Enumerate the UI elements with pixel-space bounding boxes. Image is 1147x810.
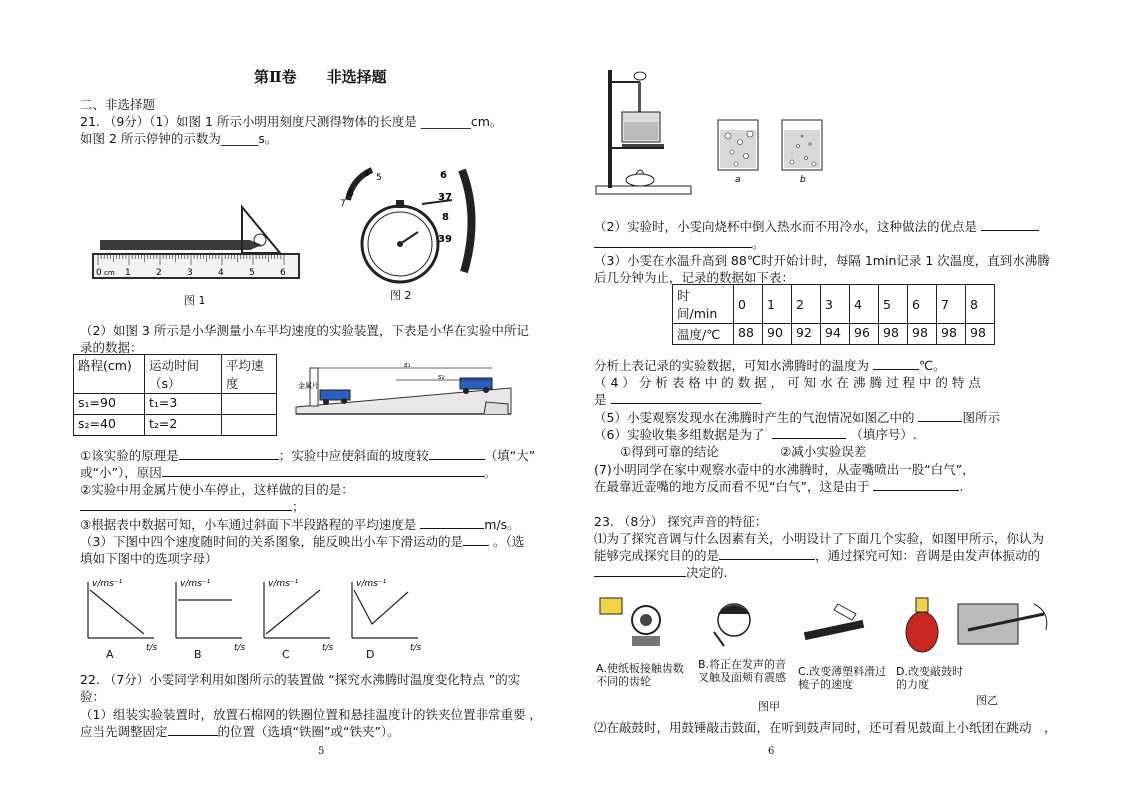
q-boil-temp-text: 分析上表记录的实验数据，可知水沸腾时的温度为 — [594, 358, 870, 373]
cart-wheel — [463, 388, 469, 394]
q21-2-line1: （2）如图 3 所示是小华测量小车平均速度的实验装置，下表是小华在实验中所记 — [80, 323, 529, 338]
q22-3-line2: 后几分钟为止，记录的数据如下表： — [594, 270, 795, 285]
q-avg-unit: m/s。 — [484, 517, 520, 532]
q-metal: ②实验中用金属片使小车停止，这样做的目的是： — [80, 482, 354, 497]
avg-speed-blank[interactable] — [420, 516, 484, 529]
q22-4-text: 是 — [594, 392, 607, 407]
q-metal-answer-line — [80, 498, 305, 515]
fig-yi-caption: 图乙 — [976, 694, 998, 707]
s2-label: s₂ — [438, 373, 445, 381]
q-reason-text: 或“小”），原因 — [80, 465, 162, 480]
q22-7-line2 — [594, 478, 963, 495]
q22-5-line — [594, 409, 1000, 426]
bubble — [809, 143, 811, 145]
q23-1-line3 — [594, 564, 727, 581]
boil-feature-blank[interactable] — [611, 391, 761, 404]
comb-icon — [804, 620, 864, 640]
q23-1-end: 决定的. — [686, 565, 728, 580]
table-cell: 8 — [966, 285, 995, 324]
table-cell: s₁=90 — [74, 394, 145, 415]
table-header-row — [74, 355, 277, 394]
table-cell: 98 — [879, 324, 908, 345]
bubble-beakers — [714, 116, 834, 186]
gear-hub — [640, 614, 652, 626]
table-cell: 0 — [734, 285, 763, 324]
experiment-blank[interactable] — [719, 547, 815, 560]
q22-line4-hint: 的位置（选填“铁圈”或“铁夹”）。 — [217, 724, 400, 739]
table-cell: 7 — [937, 285, 966, 324]
table-cell — [222, 415, 277, 436]
table-cell: 3 — [821, 285, 850, 324]
table-header: 平均速度 — [222, 355, 277, 394]
table-cell: 90 — [763, 324, 792, 345]
experiment-c — [804, 604, 864, 640]
table-edge-icon — [958, 604, 1018, 644]
boil-temp-blank[interactable] — [873, 357, 919, 370]
table-cell: 2 — [792, 285, 821, 324]
table-cell: 5 — [879, 285, 908, 324]
q22-3-line1: （3）小雯在水温升高到 88℃时开始计时，每隔 1min记录 1 次温度，直到水沸腾 — [594, 253, 1050, 268]
graph-option-label: A — [106, 648, 114, 661]
table-cell: 96 — [850, 324, 879, 345]
q-slope-text: ；实验中应使斜面的坡度较 — [278, 448, 429, 463]
q-avg-text: ③根据表中数据可知，小车通过斜面下半段路程的平均速度是 — [80, 517, 417, 532]
beaker-water — [624, 122, 658, 140]
bubble — [725, 133, 731, 139]
q22-5-text: （5）小雯观察发现水在沸腾时产生的气泡情况如图乙中的 — [594, 410, 915, 425]
q23-1-line1: ⑴为了探究音调与什么因素有关，小明设计了下面几个实验，如图甲所示，你认为 — [594, 531, 1045, 546]
q22-line2: 验： — [80, 689, 106, 704]
reason-blank[interactable] — [162, 464, 484, 477]
q22-4-line1: （ 4 ） 分 析 表 格 中 的 数 据 ， 可 知 水 在 沸 腾 过 程 中 的 特 点 — [594, 375, 981, 390]
toy-figure-icon — [916, 598, 928, 612]
q22-7-line1: (7)小明同学在家中观察水壶中的水沸腾时，从壶嘴喷出一股“白气”， — [594, 462, 975, 477]
second-scale-mark: 37 — [438, 192, 452, 203]
q22-line1: 22. （7分）小雯同学利用如图所示的装置做 “探究水沸腾时温度变化特点 ”的实 — [80, 672, 521, 687]
beaker-label: b — [800, 175, 806, 185]
beaker-label: a — [735, 175, 741, 185]
q23-1-line2 — [594, 547, 1040, 564]
pencil-body — [100, 240, 250, 250]
table-cell: 4 — [850, 285, 879, 324]
bubble-figure-blank[interactable] — [918, 409, 962, 422]
graph-option-label: C — [282, 648, 290, 661]
q22-4-line2 — [594, 391, 761, 408]
vt-graph-group — [88, 579, 422, 653]
figure2-stopwatch — [330, 162, 480, 287]
table-cell: s₂=40 — [74, 415, 145, 436]
q21-line1: 21. （9分）（1）如图 1 所示小明用刻度尺测得物体的长度是 ________cm。 — [80, 114, 503, 129]
fig2-caption: 图 2 — [390, 289, 412, 302]
q-graph-line — [80, 533, 524, 550]
q-graph-line2: 填如下图中的选项字母） — [80, 551, 218, 566]
q-reason-line — [80, 464, 496, 481]
cart-wheel — [483, 387, 489, 393]
purpose-blank[interactable] — [772, 426, 846, 439]
white-gas-blank[interactable] — [873, 478, 959, 491]
stopwatch-crown — [396, 200, 404, 208]
boiling-apparatus — [594, 68, 694, 196]
graph-x-label: t/s — [146, 643, 158, 653]
q-metal-end: ； — [292, 499, 305, 514]
gear-stand — [632, 636, 660, 646]
slope-blank[interactable] — [429, 447, 485, 460]
q22-6-hint: （填序号）. — [850, 427, 917, 442]
graph-x-label: t/s — [234, 643, 246, 653]
bubble — [744, 154, 749, 159]
q-avg-line — [80, 516, 520, 533]
bubble — [801, 135, 803, 137]
q-graph-text2: 。（选 — [492, 534, 525, 549]
experiment-b — [714, 604, 750, 646]
ruler-mark: 1 — [125, 268, 131, 278]
graph-y-label: v/ms⁻¹ — [180, 579, 211, 589]
alcohol-lamp — [626, 174, 654, 186]
stand-rod — [608, 70, 612, 188]
q22-6-option2: ②减小实验误差 — [780, 444, 867, 459]
q21-line2: 如图 2 所示停钟的示数为______s。 — [80, 131, 278, 146]
q23-1-text: 能够完成探究目的的是 — [594, 548, 720, 563]
stopwatch-outer-mark: 6 — [348, 189, 354, 199]
hot-water-blank2[interactable] — [594, 235, 752, 248]
principle-blank[interactable] — [179, 447, 279, 460]
graph-y-label: v/ms⁻¹ — [356, 579, 387, 589]
metal-plate-label: 金属片 — [298, 382, 319, 390]
temperature-table — [672, 284, 995, 345]
bubble — [734, 162, 738, 166]
stopwatch-outer-mark: 4 — [364, 169, 370, 179]
graph-option-label: B — [194, 648, 202, 661]
q22-5-end: 图所示 — [962, 410, 1000, 425]
tuning-fork-icon — [714, 632, 724, 646]
graph-line — [266, 590, 320, 634]
ruler-mark: 3 — [187, 268, 193, 278]
stopwatch-outer-mark: 7 — [340, 199, 346, 209]
graph-y-label: v/ms⁻¹ — [268, 579, 299, 589]
support-block — [484, 402, 508, 414]
second-scale-mark: 39 — [438, 234, 452, 245]
ruler-mark: 6 — [280, 268, 286, 278]
q23-1-text2: ，通过探究可知：音调是由发声体振动的 — [815, 548, 1041, 563]
drum-icon — [906, 612, 938, 652]
bubble — [812, 162, 816, 166]
table-cell: 88 — [734, 324, 763, 345]
fixture-blank[interactable] — [168, 723, 218, 736]
section-heading: 二、非选择题 — [80, 97, 156, 112]
table-cell: t₁=3 — [145, 394, 222, 415]
q-slope-hint: （填“大” — [484, 448, 536, 463]
ruler-mark: 0 — [96, 268, 102, 278]
stopwatch-pivot — [397, 241, 403, 247]
table-row — [673, 285, 995, 324]
ruler-mark: 5 — [249, 268, 255, 278]
experiment-d — [906, 598, 938, 652]
graph-line — [354, 590, 408, 624]
table-cell: 98 — [937, 324, 966, 345]
table-cell: 98 — [908, 324, 937, 345]
card-icon — [600, 598, 622, 614]
figure3-incline — [296, 362, 516, 420]
ruler-mark: 2 — [156, 268, 162, 278]
cart-left — [320, 390, 350, 405]
q22-6-option1: ①得到可靠的结论 — [620, 444, 719, 459]
sound-caption-c: C.改变薄塑料滑过梳子的速度 — [798, 665, 887, 691]
experiment-yi — [958, 604, 1047, 644]
section-title: 第Ⅱ卷 非选择题 — [254, 68, 387, 86]
q22-line4 — [80, 723, 400, 740]
clamp-head — [634, 72, 646, 80]
asbestos-net — [622, 144, 664, 147]
q22-line4-text: 应当先调整固定 — [80, 724, 168, 739]
experiment-a — [600, 598, 660, 646]
hair-icon — [718, 605, 750, 614]
table-cell: 1 — [763, 285, 792, 324]
table-row — [74, 394, 277, 415]
q23-title: 23. （8分） 探究声音的特征： — [594, 514, 768, 529]
bubble — [805, 157, 808, 160]
q22-2-line1 — [594, 218, 1039, 235]
bubble — [747, 131, 753, 137]
second-scale-mark: 8 — [442, 212, 449, 223]
table-cell: 6 — [908, 285, 937, 324]
q22-2-line2 — [594, 235, 765, 252]
table-header: 温度/℃ — [673, 324, 734, 345]
table-row — [673, 324, 995, 345]
hand-icon — [834, 604, 856, 620]
table-cell: 98 — [966, 324, 995, 345]
graph-option-label: D — [366, 648, 375, 661]
q-principle-text: ①该实验的原理是 — [80, 448, 179, 463]
cart-wheel — [341, 398, 347, 404]
ruler-unit: cm — [104, 269, 115, 277]
q-graph-text: （3）下图中四个速度随时间的关系图象，能反映出小车下滑运动的是 — [80, 534, 463, 549]
figure1-ruler — [90, 205, 305, 285]
speed-table — [73, 354, 277, 436]
table-header: 时间/min — [673, 285, 734, 324]
fig1-caption: 图 1 — [184, 294, 206, 307]
q22-line3: （1）组装实验装置时，放置石棉网的铁圈位置和悬挂温度计的铁夹位置非常重要 ， — [80, 707, 542, 722]
sound-caption-b: B.将正在发声的音叉触及面颊有震感 — [698, 658, 787, 684]
q22-6-text: （6）实验收集多组数据是为了 — [594, 427, 765, 442]
sound-caption-d: D.改变敲鼓时的力度 — [896, 665, 963, 691]
q22-6-line — [594, 426, 917, 443]
bubble — [738, 140, 743, 145]
s1-label: s₁ — [404, 361, 411, 369]
q-reason-end: 。 — [483, 465, 497, 480]
page-number-right: 6 — [768, 746, 775, 757]
vibration-blank[interactable] — [594, 564, 686, 577]
table-cell: 92 — [792, 324, 821, 345]
q22-2-text: （2）实验时，小雯向烧杯中倒入热水而不用冷水，这种做法的优点是 — [594, 219, 977, 234]
graph-line — [90, 590, 144, 634]
table-header: 运动时间（s） — [145, 355, 222, 394]
second-scale-mark: 6 — [440, 170, 447, 181]
second-scale-arc — [462, 170, 472, 272]
q23-2-line1: ⑵在敲鼓时，用鼓锤敲击鼓面，在听到鼓声同时，还可看见鼓面上小纸团在跳动 ， — [594, 720, 1057, 735]
ruler-mark: 4 — [218, 268, 224, 278]
bubble — [790, 160, 794, 164]
metal-blank[interactable] — [80, 498, 292, 511]
q22-7-end: . — [959, 479, 964, 494]
graph-x-label: t/s — [410, 643, 422, 653]
q22-2-end: 。 — [752, 236, 765, 251]
sound-caption-a: A.使纸板接触齿数不同的齿轮 — [596, 662, 684, 688]
bubble — [797, 145, 800, 148]
bubble — [730, 150, 734, 154]
graph-blank[interactable] — [463, 533, 489, 546]
q-boil-temp-unit: ℃。 — [919, 358, 946, 373]
table-header: 路程(cm) — [74, 355, 145, 394]
hot-water-blank1[interactable] — [981, 218, 1039, 231]
table-cell: 94 — [821, 324, 850, 345]
table-cell: t₂=2 — [145, 415, 222, 436]
stopwatch-outer-mark: 5 — [376, 173, 382, 183]
q-principle-line — [80, 447, 535, 464]
graph-y-label: v/ms⁻¹ — [92, 579, 123, 589]
table-cell — [222, 394, 277, 415]
fig-jia-caption: 图甲 — [758, 700, 780, 713]
vt-graphs — [82, 578, 422, 658]
page-number-left: 5 — [318, 746, 325, 757]
q-boil-temp-line — [594, 357, 946, 374]
q22-7-text: 在最靠近壶嘴的地方反而看不见“白气”，这是由于 — [594, 479, 870, 494]
cart-wheel — [323, 399, 329, 405]
table-row — [74, 415, 277, 436]
graph-x-label: t/s — [322, 643, 334, 653]
q21-2-line2: 录的数据： — [80, 340, 143, 355]
